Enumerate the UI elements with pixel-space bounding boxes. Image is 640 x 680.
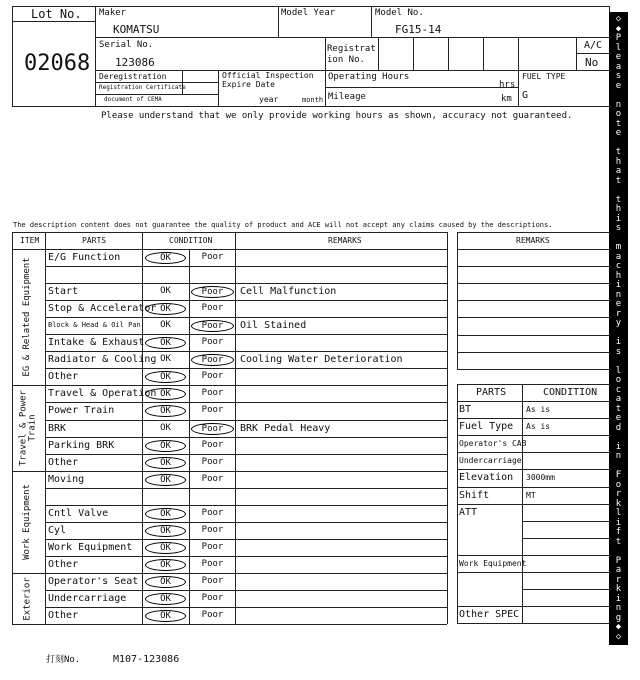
table-row (45, 300, 447, 317)
maker-label: Maker (99, 8, 127, 18)
sidebar-char: t (615, 118, 622, 129)
part-name: Block & Head & Oil Pan (48, 321, 141, 330)
part-name: Intake & Exhaust (48, 337, 145, 349)
condition-poor[interactable]: Poor (201, 610, 224, 621)
condition-ok[interactable]: OK (145, 440, 186, 452)
table-row (45, 556, 447, 573)
sidebar-char: i (615, 280, 622, 290)
disclaimer: The description content does not guarantee the quality of product and ACE will not accept any claims caused by the descriptions. (13, 221, 553, 229)
sidebar-char: l (615, 365, 622, 376)
part-name: Other (48, 456, 79, 468)
model-no-value: FG15-14 (395, 23, 442, 36)
sidebar-char: n (615, 603, 622, 613)
sidebar-char: i (615, 517, 622, 528)
condition-poor[interactable]: Poor (201, 405, 224, 416)
condition-poor[interactable]: Poor (191, 286, 234, 298)
condition-ok[interactable]: OK (160, 422, 171, 433)
model-no-label: Model No. (375, 8, 424, 18)
spec-part: Work Equipment (459, 558, 527, 568)
condition-ok[interactable]: OK (145, 337, 186, 349)
sidebar-char: l (615, 42, 622, 53)
condition-poor[interactable]: Poor (201, 371, 224, 382)
condition-poor[interactable]: Poor (201, 388, 224, 399)
sidebar-char: e (615, 128, 622, 138)
spec-parts-header: PARTS (476, 387, 507, 398)
spec-value: As is (526, 405, 551, 414)
sidebar-char: s (615, 71, 622, 81)
part-name: Cyl (48, 524, 67, 536)
sidebar-char: f (615, 527, 622, 537)
part-name: Radiator & Cooling (48, 354, 157, 366)
condition-ok[interactable]: OK (145, 610, 186, 622)
sidebar-char: n (615, 289, 622, 300)
table-row (45, 334, 447, 351)
sidebar-char: ◇ (615, 14, 622, 24)
spec-row (457, 469, 609, 486)
sidebar-char: r (615, 308, 622, 319)
sidebar-char (616, 433, 621, 442)
table-row (45, 351, 447, 368)
condition-ok[interactable]: OK (145, 252, 186, 264)
right-remarks-header: REMARKS (516, 236, 550, 245)
group-label: Exterior (22, 576, 33, 621)
spec-value: MT (526, 490, 536, 500)
table-rule (457, 335, 609, 336)
table-row (45, 385, 447, 402)
sidebar-char: s (615, 223, 622, 233)
table-row (45, 437, 447, 454)
registration-certificate-label: Registration Certificate (99, 84, 186, 91)
spec-part: BT (459, 404, 472, 415)
sidebar-char: e (615, 52, 622, 62)
table-rule (457, 283, 609, 284)
condition-poor[interactable]: Poor (191, 354, 234, 366)
sidebar-char: e (615, 80, 622, 91)
sidebar-char: t (615, 175, 622, 186)
spec-part: ATT (459, 506, 478, 518)
sidebar-char: t (615, 536, 622, 547)
part-name: Start (48, 286, 79, 298)
table-rule (457, 352, 609, 353)
spec-part: Other SPEC (459, 609, 520, 621)
group-label: Work Equipment (22, 483, 33, 560)
table-row (45, 454, 447, 471)
part-name: Undercarriage (48, 593, 127, 604)
sidebar-char: P (615, 33, 622, 43)
ac-label: A/C (584, 40, 603, 51)
sidebar-char: a (615, 251, 622, 262)
sidebar-char: P (615, 555, 622, 566)
serial-label: Serial No. (99, 40, 154, 50)
remarks-header: REMARKS (328, 236, 362, 245)
parts-header: PARTS (82, 236, 107, 245)
sidebar-char: i (615, 593, 622, 604)
sidebar-char: o (615, 109, 622, 119)
condition-poor[interactable]: Poor (201, 575, 224, 586)
sidebar-char: k (615, 584, 622, 594)
sidebar-char: t (615, 403, 622, 414)
sidebar-char: c (615, 261, 622, 271)
condition-ok[interactable]: OK (145, 542, 186, 554)
deregistration-label: Deregistration (99, 72, 167, 81)
part-name: Power Train (48, 405, 115, 417)
sidebar-char (616, 186, 621, 195)
table-row (45, 573, 447, 590)
sidebar-char: ◆ (615, 622, 622, 632)
table-rule (457, 623, 609, 624)
sidebar-char: o (615, 479, 622, 490)
condition-ok[interactable]: OK (145, 559, 186, 571)
sidebar-char: o (615, 375, 622, 385)
condition-poor[interactable]: Poor (201, 593, 224, 603)
official-inspection-label: Official Inspection (222, 71, 314, 80)
sidebar-char: i (615, 441, 622, 452)
condition-ok[interactable]: OK (145, 371, 186, 383)
spec-part: Undercarriage (459, 456, 522, 466)
remark-text: Oil Stained (240, 320, 307, 332)
condition-poor[interactable]: Poor (191, 320, 234, 332)
sidebar-char: a (615, 565, 622, 575)
part-name: Cntl Valve (48, 507, 109, 519)
km-label: km (501, 94, 512, 104)
spec-row (457, 555, 609, 572)
condition-header: CONDITION (169, 236, 213, 245)
spec-value: As is (526, 422, 551, 432)
table-row (45, 471, 447, 488)
operating-hours-label: Operating Hours (328, 72, 410, 82)
fuel-type-value: G (522, 90, 529, 101)
condition-poor[interactable]: Poor (191, 423, 234, 435)
condition-poor[interactable]: Poor (201, 507, 224, 518)
sidebar-char: s (615, 346, 622, 357)
hrs-label: hrs (499, 80, 516, 90)
table-row (45, 607, 447, 624)
table-row (45, 283, 447, 300)
table-rule (457, 369, 609, 370)
table-rule (457, 232, 609, 233)
spec-part: Elevation (459, 472, 514, 484)
table-rule (457, 249, 609, 250)
sidebar-char: n (615, 99, 622, 110)
registration-label: Registration No. (327, 44, 376, 65)
condition-ok[interactable]: OK (160, 286, 171, 297)
spec-part: Shift (459, 489, 490, 501)
sidebar-char: n (615, 451, 622, 461)
hours-notice: Please understand that we only provide working hours as shown, accuracy not guaranteed. (101, 111, 573, 121)
sidebar-char: k (615, 498, 622, 509)
condition-ok[interactable]: OK (145, 508, 186, 520)
sidebar-char: c (615, 384, 622, 395)
model-year-label: Model Year (281, 8, 336, 18)
expire-date-label: Expire Date (222, 80, 275, 89)
condition-ok[interactable]: OK (145, 303, 186, 315)
part-name: Travel & Operation (48, 388, 157, 400)
sidebar-char: a (615, 166, 622, 176)
year-label: year (259, 95, 279, 104)
group-label: EG & Related Equipment (22, 257, 33, 377)
condition-poor[interactable]: Poor (201, 456, 224, 467)
sidebar-char: r (615, 574, 622, 585)
part-name: Other (48, 610, 79, 622)
condition-poor[interactable]: Poor (201, 558, 224, 569)
spec-row (457, 589, 609, 606)
condition-poor[interactable]: Poor (201, 337, 224, 348)
spec-condition-header: CONDITION (543, 387, 598, 398)
stamp-number: M107-123086 (113, 654, 180, 665)
spec-row (457, 452, 609, 469)
part-name: Stop & Accelerator (48, 303, 157, 315)
fuel-type-label: FUEL TYPE (522, 72, 566, 81)
remark-text: Cooling Water Deterioration (240, 354, 403, 366)
condition-ok[interactable]: OK (160, 320, 171, 331)
sidebar-char: e (615, 413, 622, 423)
part-name: BRK (48, 422, 67, 434)
condition-poor[interactable]: Poor (201, 541, 224, 552)
sidebar-char: g (615, 612, 622, 623)
spec-row (457, 435, 609, 452)
spec-row (457, 572, 609, 589)
sidebar-char: t (615, 147, 622, 157)
table-row (45, 539, 447, 556)
sidebar-char: h (615, 204, 622, 214)
remark-text: BRK Pedal Heavy (240, 422, 331, 434)
condition-ok[interactable]: OK (145, 388, 186, 400)
part-name: Operator's Seat (48, 575, 139, 587)
condition-poor[interactable]: Poor (201, 473, 224, 484)
sidebar-char: l (615, 508, 622, 518)
condition-poor[interactable]: Poor (201, 439, 224, 450)
table-rule (457, 384, 609, 385)
table-rule (12, 232, 447, 233)
condition-ok[interactable]: OK (145, 457, 186, 469)
table-rule (457, 300, 609, 301)
sidebar-char: F (615, 470, 622, 480)
mileage-label: Mileage (328, 92, 366, 102)
part-name: Other (48, 371, 79, 383)
ac-value: No (585, 56, 599, 69)
sidebar-char: a (615, 61, 622, 72)
part-name: Work Equipment (48, 541, 133, 553)
table-row (45, 488, 447, 505)
lot-label: Lot No. (31, 7, 82, 21)
serial-value: 123086 (115, 56, 155, 69)
sidebar-char: i (615, 337, 622, 347)
sidebar-char: ◆ (615, 23, 622, 34)
table-row (45, 402, 447, 419)
spec-value: 3000mm (526, 473, 555, 483)
table-rule (457, 266, 609, 267)
table-row (45, 249, 447, 266)
sidebar-char: h (615, 270, 622, 281)
sidebar-char: e (615, 299, 622, 309)
condition-ok[interactable]: OK (160, 354, 171, 365)
table-row (45, 590, 447, 607)
sidebar-char: y (615, 318, 622, 328)
condition-ok[interactable]: OK (145, 593, 186, 605)
spec-row (457, 487, 609, 504)
sidebar-char: ◇ (615, 631, 622, 642)
sidebar-char: m (615, 242, 622, 252)
month-label: month (302, 96, 324, 104)
spec-row (457, 538, 609, 555)
table-row (45, 522, 447, 539)
table-rule (457, 317, 609, 318)
table-rule (45, 624, 447, 625)
location-notice-sidebar (609, 12, 628, 645)
spec-row (457, 418, 609, 435)
item-header: ITEM (20, 236, 40, 245)
stamp-label: 打刻No. (46, 655, 81, 665)
condition-ok[interactable]: OK (145, 405, 186, 417)
table-row (45, 420, 447, 437)
sidebar-char (616, 547, 621, 556)
sidebar-char: h (615, 156, 622, 167)
part-name: Moving (48, 473, 85, 485)
table-rule (447, 232, 448, 624)
condition-poor[interactable]: Poor (201, 524, 224, 535)
table-row (45, 368, 447, 385)
condition-poor[interactable]: Poor (201, 303, 224, 314)
spec-part: Fuel Type (459, 421, 514, 433)
spec-row (457, 606, 609, 623)
maker-value: KOMATSU (113, 23, 160, 36)
part-name: Parking BRK (48, 439, 115, 451)
cema-label: document of CEMA (104, 96, 162, 103)
sidebar-char: d (615, 422, 622, 433)
sidebar-char: t (615, 194, 622, 205)
spec-row (457, 521, 609, 538)
lot-number: 02068 (24, 51, 91, 76)
spec-row (457, 401, 609, 418)
condition-ok[interactable]: OK (145, 525, 186, 537)
group-label: Travel & Power Train (18, 390, 38, 466)
part-name: E/G Function (48, 252, 121, 263)
sidebar-char (616, 357, 621, 366)
sidebar-char: r (615, 489, 622, 499)
sidebar-char: a (615, 394, 622, 404)
remark-text: Cell Malfunction (240, 286, 337, 298)
spec-part: Operator's CAB (459, 439, 527, 449)
condition-ok[interactable]: OK (145, 576, 186, 588)
condition-poor[interactable]: Poor (201, 252, 224, 262)
table-row (45, 317, 447, 334)
table-rule (12, 232, 13, 624)
spec-row (457, 504, 609, 521)
table-row (45, 266, 447, 283)
condition-ok[interactable]: OK (145, 474, 186, 486)
table-rule (457, 232, 458, 369)
part-name: Other (48, 558, 79, 570)
table-row (45, 505, 447, 522)
sidebar-char (616, 91, 621, 100)
sidebar-char: i (615, 213, 622, 224)
